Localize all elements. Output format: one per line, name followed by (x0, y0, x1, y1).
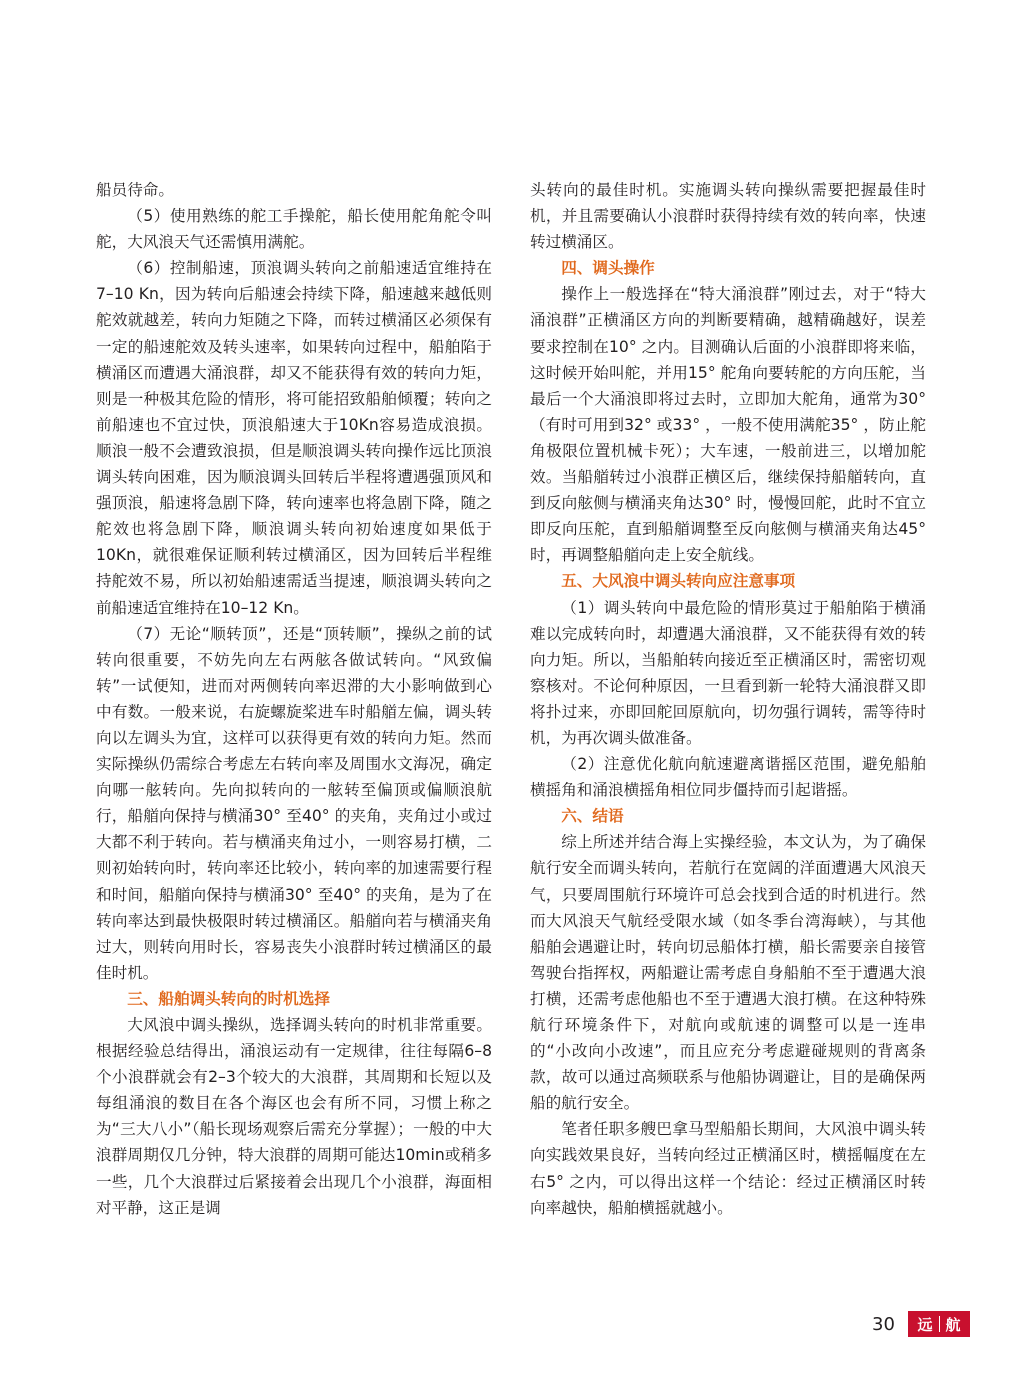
right-column (530, 177, 926, 1221)
logo-char-2: 航 (945, 1315, 961, 1334)
paragraph: （5）使用熟练的舵工手操舵，船长使用舵角舵令叫舵，大风浪天气还需慎用满舵。 (96, 207, 492, 252)
paragraph: 操作上一般选择在“特大涌浪群”刚过去，对于“特大涌浪群”正横涌区方向的判断要精确，越精确越好，误差要求控制在10° 之内。目测确认后面的小浪群即将来临，这时候开始叫舵，并用15° 舵角向要转舵的方向压舵，当最后一个大涌浪即将过去时，立即加大舵角，通常为30° （有时可用到32° 或33° ，一般不使用满舵35° ，防止舵角极限位置机械卡死）；大车速，一般前进三，以增加舵效。当船艏转过小浪群正横区后，继续保持船艏转向，直到反向舷侧与横涌夹角达30° 时，慢慢回舵，此时不宜立即反向压舵，直到船艏调整至反向舷侧与横涌夹角达45° 时，再调整船艏向走上安全航线。 (530, 285, 926, 565)
paragraph: （1）调头转向中最危险的情形莫过于船舶陷于横涌难以完成转向时，却遭遇大涌浪群，又不能获得有效的转向力矩。所以，当船舶转向接近至正横涌区时，需密切观察核对。不论何种原因，一旦看到新一轮特大涌浪群又即将扑过来，亦即回舵回原航向，切勿强行调转，需等待时机，为再次调头做准备。 (530, 598, 926, 747)
paragraph: （6）控制船速，顶浪调头转向之前船速适宜维持在7–10 Kn，因为转向后船速会持续下降，船速越来越低则舵效就越差，转向力矩随之下降，而转过横涌区必须保有一定的船速舵效及转头速率，如果转向过程中，船舶陷于横涌区而遭遇大涌浪群，却又不能获得有效的转向力矩，则是一种极其危险的情形，将可能招致船舶倾覆；转向之前船速也不宜过快，顶浪船速大于10Kn容易造成浪损。顺浪一般不会遭致浪损，但是顺浪调头转向操作远比顶浪调头转向困难，因为顺浪调头回转后半程将遭遇强顶风和强顶浪，船速将急剧下降，转向速率也将急剧下降，随之舵效也将急剧下降，顺浪调头转向初始速度如果低于10Kn，就很难保证顺利转过横涌区，因为回转后半程维持舵效不易，所以初始船速需适当提速，顺浪调头转向之前船速适宜维持在10–12 Kn。 (96, 259, 492, 617)
page-number: 30 (872, 1314, 895, 1335)
section-heading: 六、结语 (561, 807, 624, 826)
section-heading: 四、调头操作 (561, 259, 655, 278)
magazine-logo (908, 1311, 970, 1337)
paragraph: 头转向的最佳时机。实施调头转向操纵需要把握最佳时机，并且需要确认小浪群时获得持续有效的转向率，快速转过横涌区。 (530, 181, 926, 252)
paragraph: （2）注意优化航向航速避离谐摇区范围，避免船舶横摇角和涌浪横摇角相位同步僵持而引起谐摇。 (530, 755, 926, 800)
paragraph: 笔者任职多艘巴拿马型船船长期间，大风浪中调头转向实践效果良好，当转向经过正横涌区时，横摇幅度在左右5° 之内，可以得出这样一个结论：经过正横涌区时转向率越快，船舶横摇就越小。 (530, 1120, 926, 1217)
section-heading: 三、船舶调头转向的时机选择 (127, 989, 330, 1008)
logo-char-1: 远 (917, 1315, 933, 1334)
paragraph: （7）无论“顺转顶”，还是“顶转顺”，操纵之前的试转向很重要，不妨先向左右两舷各做试转向。“风致偏转”一试便知，进而对两侧转向率迟滞的大小影响做到心中有数。一般来说，右旋螺旋桨进车时船艏左偏，调头转向以左调头为宜，这样可以获得更有效的转向力矩。然而实际操纵仍需综合考虑左右转向率及周围水文海况，确定向哪一舷转向。先向拟转向的一舷转至偏顶或偏顺浪航行，船艏向保持与横涌30° 至40° 的夹角，夹角过小或过大都不利于转向。若与横涌夹角过小，一则容易打横，二则初始转向时，转向率还比较小，转向率的加速需要行程和时间，船艏向保持与横涌30° 至40° 的夹角，是为了在转向率达到最快极限时转过横涌区。船艏向若与横涌夹角过大，则转向用时长，容易丧失小浪群时转过横涌区的最佳时机。 (96, 624, 492, 982)
logo-divider (939, 1316, 940, 1332)
paragraph: 大风浪中调头操纵，选择调头转向的时机非常重要。根据经验总结得出，涌浪运动有一定规律，往往每隔6–8个小浪群就会有2–3个较大的大浪群，其周期和长短以及每组涌浪的数目在各个海区也会有所不同，习惯上称之为“三大八小”（船长现场观察后需充分掌握）；一般的中大浪群周期仅几分钟，特大浪群的周期可能达10min或稍多一些，几个大浪群过后紧接着会出现几个小浪群，海面相对平静，这正是调 (96, 1016, 492, 1217)
section-heading: 五、大风浪中调头转向应注意事项 (561, 572, 796, 591)
left-column (96, 177, 492, 1221)
paragraph: 综上所述并结合海上实操经验，本文认为，为了确保航行安全而调头转向，若航行在宽阔的洋面遭遇大风浪天气，只要周围航行环境许可总会找到合适的时机进行。然而大风浪天气航经受限水域（如冬季台湾海峡），与其他船舶会遇避让时，转向切忌船体打横，船长需要亲自接管驾驶台指挥权，两船避让需考虑自身船舶不至于遭遇大浪打横，还需考虑他船也不至于遭遇大浪打横。在这种特殊航行环境条件下，对航向或航速的调整可以是一连串的“小改向小改速”，而且应充分考虑避碰规则的背离条款，故可以通过高频联系与他船协调避让，目的是确保两船的航行安全。 (530, 833, 926, 1113)
paragraph: 船员待命。 (96, 181, 174, 199)
